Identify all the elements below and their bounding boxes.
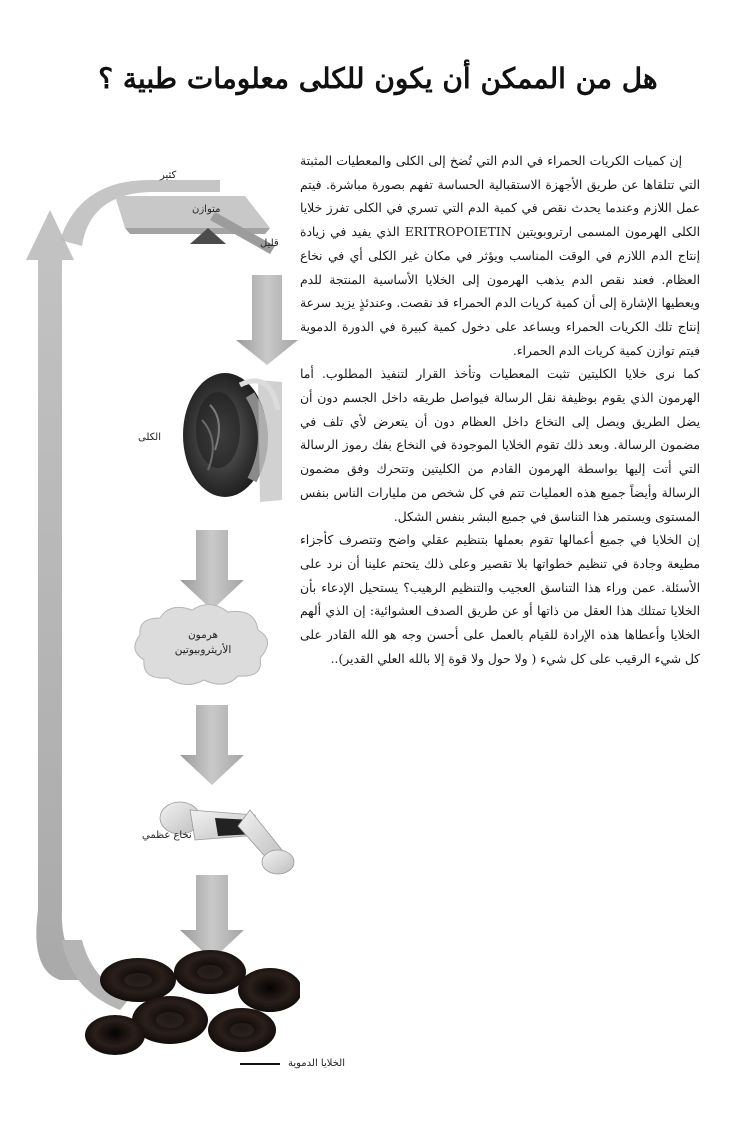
label-hormone-line2: الأريثروبيوتين [174, 644, 232, 656]
label-kidney: الكلى [138, 432, 161, 443]
figure-caption [240, 1058, 345, 1069]
label-balanced: متوازن [192, 204, 221, 215]
erythropoietin-cycle-figure [20, 150, 300, 1060]
paragraph-1: إن كميات الكريات الحمراء في الدم التي تُضخ إلى الكلى والمعطيات المثبتة التي تتلقاها عن طريق الأجهزة الاستقبالية الحساسة تفهم بصورة مباشرة. فيتم عمل اللازم وعندما يحدث نقص في كمية الدم التي تسري في الكلى تفرز خلايا الكلى الهرمون المسمى ارتروبويتين ERITROPOIETIN الذي يفيد في زيادة إنتاج الدم اللازم في الوقت المناسب ويؤثر في مكان غير الكلى أي في نخاع العظام. فعند نقص الدم يذهب الهرمون إلى الخلايا الأساسية المنتجة للدم ويعطيها الإشارة إلى أن كمية كريات الدم الحمراء قد نقصت. وعندئذٍ يزيد سرعة إنتاج تلك الكريات الحمراء ويساعد على دخول كمية كبيرة في الدورة الدموية فيتم توازن كمية كريات الدم الحمراء. [300, 154, 701, 358]
label-marrow: نخاع عظمي [142, 830, 192, 841]
label-hormone [158, 628, 248, 658]
down-arrow-3 [180, 705, 244, 785]
article-body [300, 150, 700, 671]
down-arrow-1 [236, 275, 298, 365]
label-hormone-line1: هرمون [187, 629, 219, 641]
down-arrow-2 [180, 530, 244, 610]
paragraph-3: إن الخلايا في جميع أعمالها تقوم بعملها بتنظيم عقلي واضح وتتصرف كأجزاء مطيعة وجادة في تنظيم خطواتها بلا تقصير وعلى ذلك يتحتم علينا أن نرد على الأسئلة. عمن وراء هذا التناسق العجيب والتنظيم الرهيب؟ يستحيل الإدعاء بأن الخلايا تمتلك هذا العقل من ذاتها أو عن طريق الصدف العشوائية: إن الذي ألهم الخلايا وأعطاها هذه الإرادة للقيام بالعمل على أحسن وجه هو الله القادر على كل شيء الرقيب على كل شيء ( ولا حول ولا قوة إلا بالله العلي القدير).. [300, 533, 700, 666]
caption-text: الخلايا الدموية [288, 1058, 345, 1069]
kidney-illustration [183, 373, 282, 502]
down-arrow-4 [180, 875, 244, 960]
paragraph-2: كما نرى خلايا الكليتين تثبت المعطيات وتأخذ القرار لتنفيذ المطلوب. أما الهرمون الذي يقوم بوظيفة نقل الرسالة فيواصل طريقه داخل الجسم دون أن يضل الطريق ويصل إلى النخاع داخل العظام دون أن يتعرض لأي تلف في مضمون الرسالة. وبعد ذلك تقوم الخلايا الموجودة في النخاع بفك رموز الرسالة التي أتت إليها بواسطة الهرمون القادم من الكليتين وتتحرك وفق مضمون الرسالة وأيضاً جميع هذه العمليات تتم في كل شخص من مليارات الناس بنفس المستوى ويستمر هذا التناسق في جميع البشر بنفس الشكل. [300, 367, 700, 524]
label-many: كثير [160, 170, 177, 181]
return-arrow-curve [26, 210, 90, 980]
cycle-diagram [20, 150, 300, 1060]
page-title: هل من الممكن أن يكون للكلى معلومات طبية ؟ [98, 62, 658, 95]
caption-rule [240, 1063, 280, 1065]
label-few: قليل [260, 238, 279, 249]
